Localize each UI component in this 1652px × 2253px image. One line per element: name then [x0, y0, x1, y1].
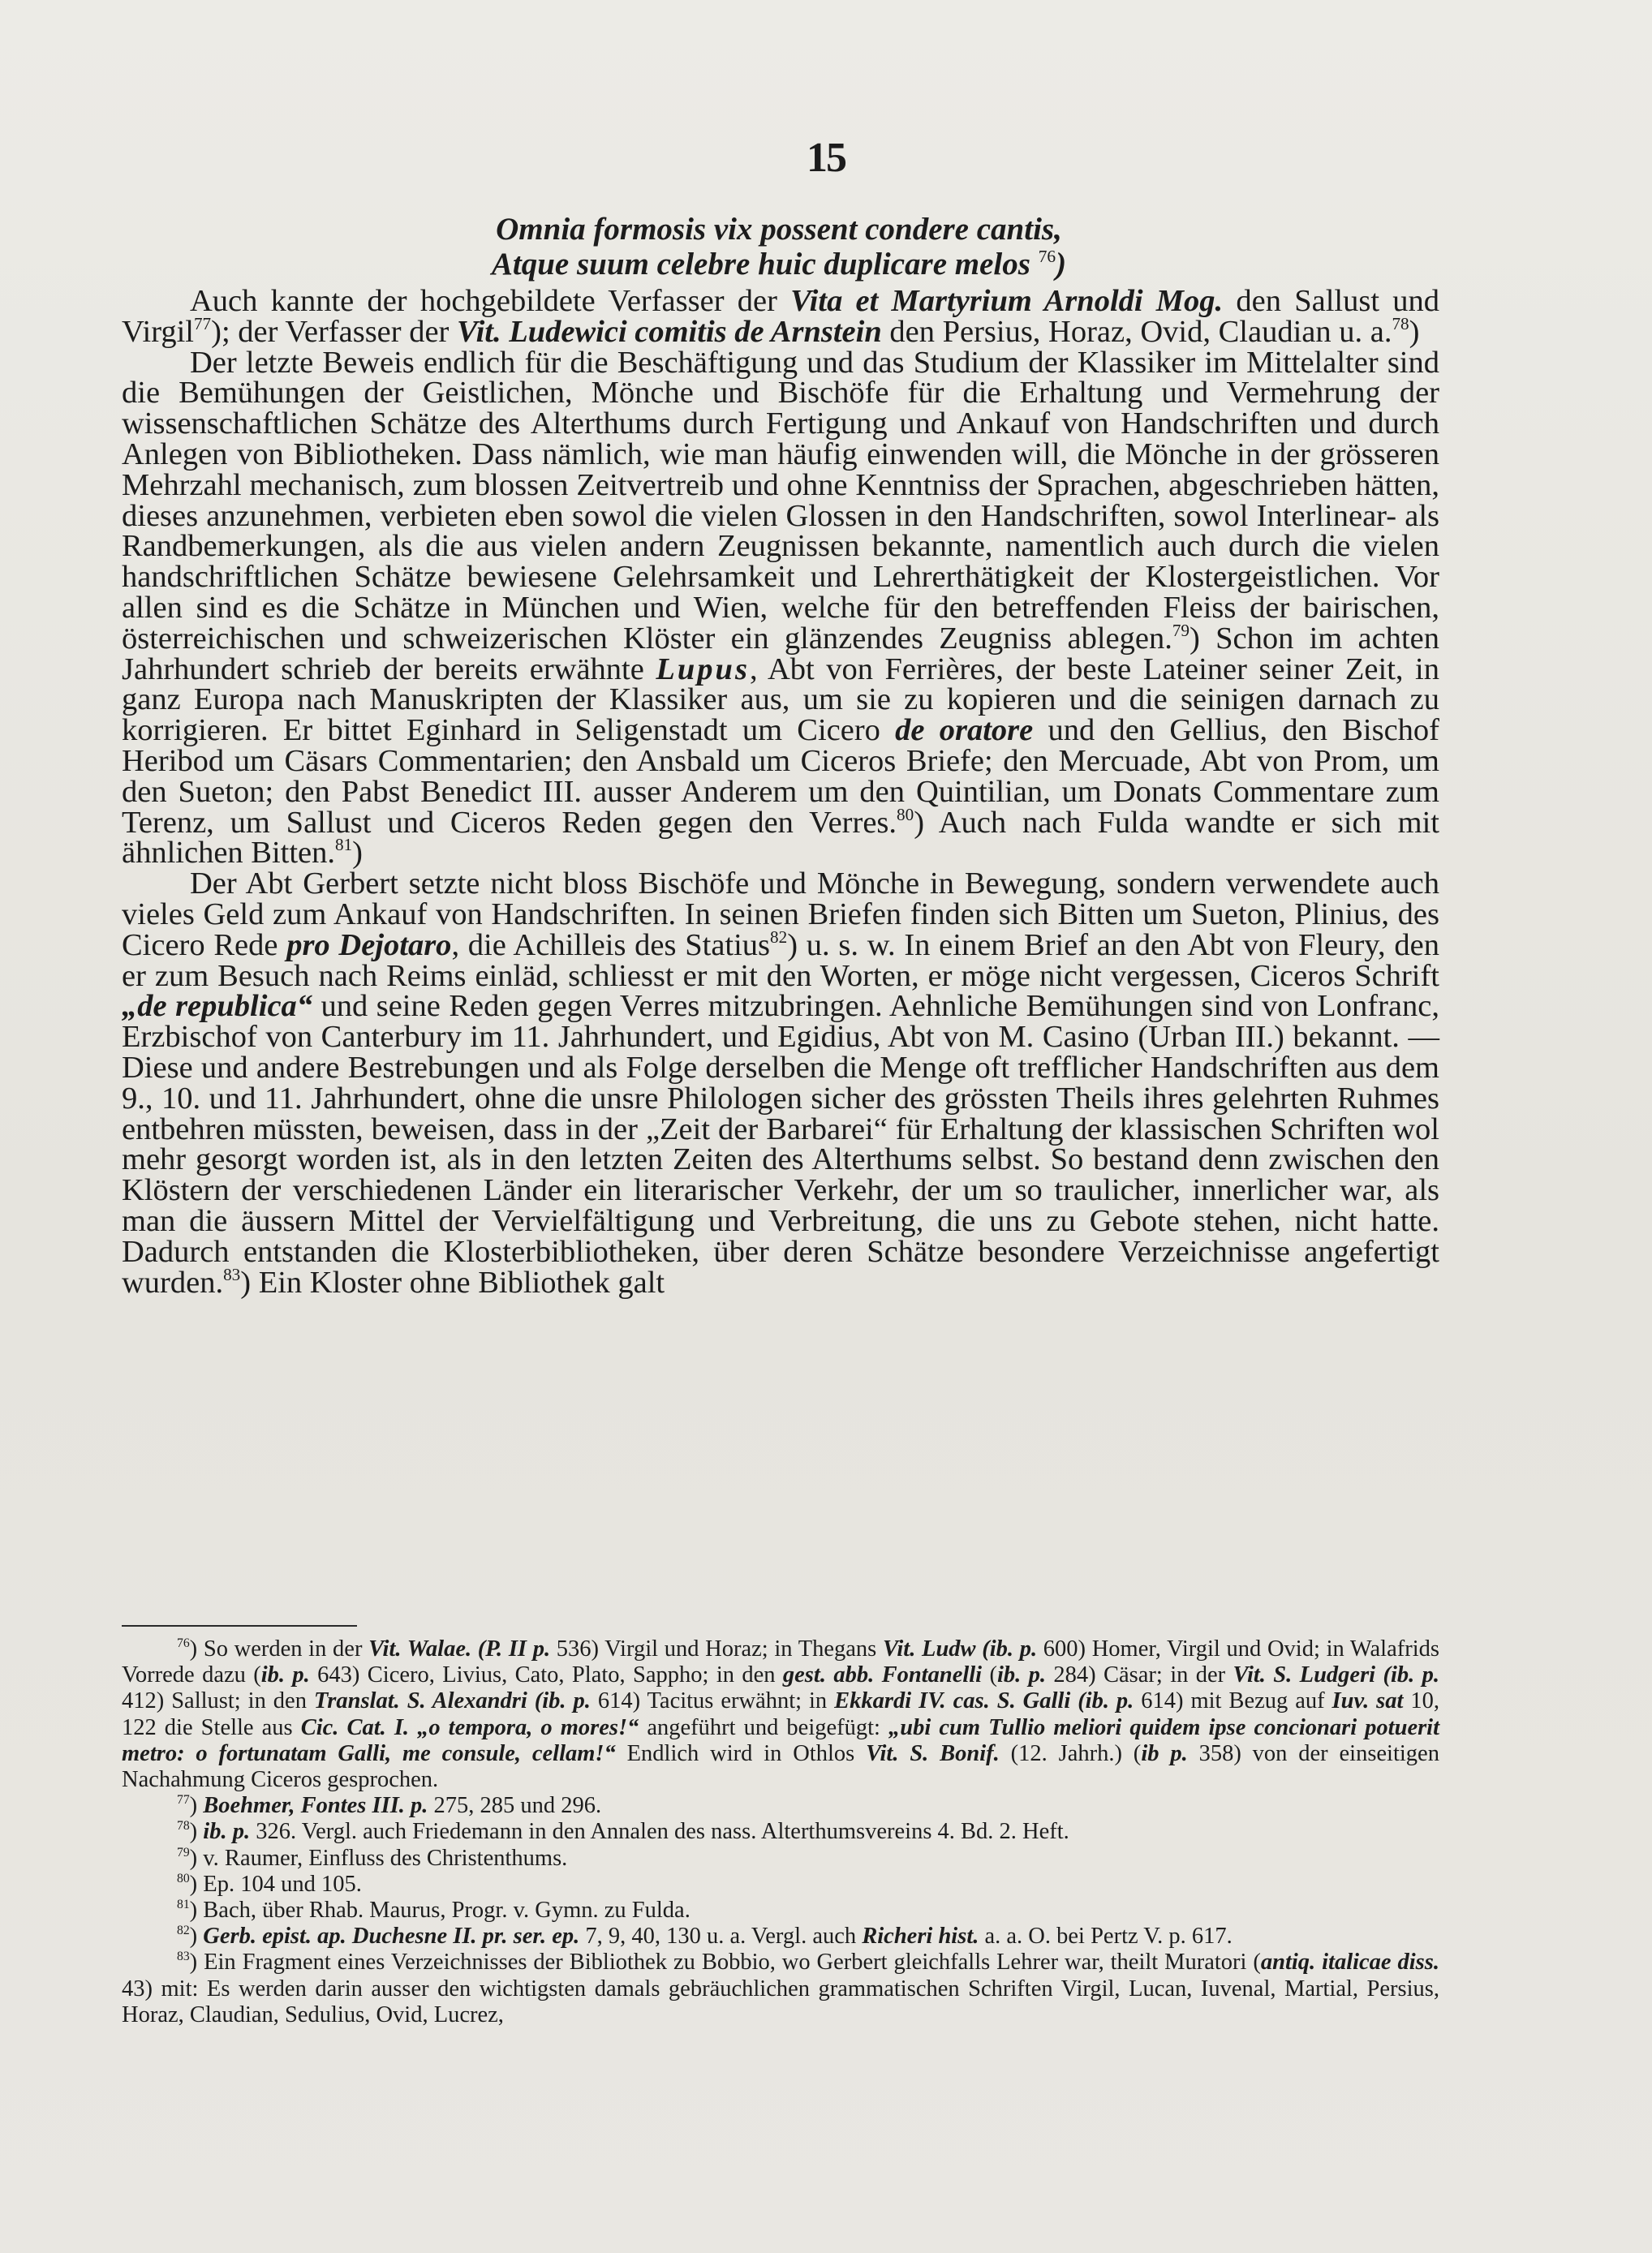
fn76-text: (12. Jahrh.) ( — [999, 1740, 1142, 1766]
paragraph-2: Der letzte Beweis endlich für die Beschäftigung und das Studium der Klassiker im Mittelalter sind die Bemühungen der Geistlichen, Mönche und Bischöfe für die Erhaltung und Vermehrung der wissenschaftlichen Schätze des Alterthums durch Fertigung und Ankauf von Handschriften und durch Anlegen von Bibliotheken. Dass nämlich, wie man häufig einwenden will, die Mönche in der grösseren Mehrzahl mechanisch, zum blossen Zeitvertreib und ohne Kenntniss der Sprachen, abgeschrieben hätten, dieses anzunehmen, verbieten eben sowol die vielen Glossen in den Handschriften, sowol Interlinear- als Randbemerkungen, als die aus vielen andern Zeugnissen bekannte, namentlich auch durch die vielen handschriftlichen Schätze bewiesene Gelehrsamkeit und Lehrerthätigkeit der Klostergeistlichen. Vor allen sind es die Schätze in München und Wien, welche für den betreffenden Fleiss der bairischen, österreichischen und schweizerischen Klöster ein glänzendes Zeugniss ablegen.$^{79}$) Schon im achten Jahrhundert schrieb der bereits erwähnte Lupus, Abt von Ferrières, der beste Lateiner seiner Zeit, in ganz Europa nach Manuskripten der Klassiker aus, um sie zu kopieren und die seinigen darnach zu korrigieren. Er bittet Eginhard in Seligenstadt um Cicero de oratore und den Gellius, den Bischof Heribod um Cäsars Commentarien; den Ansbald um Ciceros Briefe; den Mercuade, Abt von Prom, um den Sueton; den Pabst Benedict III. ausser Anderem um den Quintilian, um Donats Commentare zum Terenz, um Sallust und Ciceros Reden gegen den Verres.$^{80}$) Auch nach Fulda wandte er sich mit ähnlichen Bitten.$^{81}$) — [122, 345, 1439, 871]
body-text — [122, 286, 1439, 1298]
fn76-ref: gest. abb. Fontanelli — [782, 1662, 983, 1688]
p2-text-4: und den Gellius, den Bischof Heribod um Cäsars Commentarien; den Ansbald um Ciceros Briefe; den Mercuade, Abt von Prom, um den Sueton; den Pabst Benedict III. ausser Anderem um den Quintilian, um Donats Commentare zum Terenz, um Sallust und Ciceros Reden gegen den Verres. — [122, 713, 1439, 840]
p2-text-3: , Abt von Ferrières, der beste Lateiner seiner Zeit, in ganz Europa nach Manuskripten der Klassiker aus, um sie zu kopieren und die seinigen darnach zu korrigieren. Er bittet Eginhard in Seligenstadt um Cicero — [122, 651, 1439, 748]
fn76-ref: ib. p. — [996, 1662, 1047, 1688]
footnote-number: 76 — [177, 1636, 190, 1651]
work-title-de-oratore: de oratore — [895, 713, 1034, 748]
fn79-text: v. Raumer, Einfluss des Christenthums. — [197, 1845, 568, 1871]
p2-text-1: Der letzte Beweis endlich für die Beschäftigung und das Studium der Klassiker im Mittelalter sind die Bemühungen der Geistlichen, Mönche und Bischöfe für die Erhaltung und Vermehrung der wissenschaftlichen Schätze des Alterthums durch Fertigung und Ankauf von Handschriften und durch Anlegen von Bibliotheken. Dass nämlich, wie man häufig einwenden will, die Mönche in der grösseren Mehrzahl mechanisch, zum blossen Zeitvertreib und ohne Kenntniss der Sprachen, abgeschrieben hätten, dieses anzunehmen, verbieten eben sowol die vielen Glossen in den Handschriften, sowol Interlinear- als Randbemerkungen, als die aus vielen andern Zeugnissen bekannte, namentlich auch durch die vielen handschriftlichen Schätze bewiesene Gelehrsamkeit und Lehrerthätigkeit der Klostergeistlichen. Vor allen sind es die Schätze in München und Wien, welche für den betreffenden Fleiss der bairischen, österreichischen und schweizerischen Klöster ein glänzendes Zeugniss ablegen. — [122, 345, 1439, 656]
fn76-ref: ib. p. — [260, 1662, 310, 1688]
footnote-79: $^{79}$) v. Raumer, Einfluss des Christenthums. — [177, 1845, 568, 1871]
footnote-number: 80 — [177, 1871, 190, 1885]
fn76-text: 600) Homer, Virgil und Ovid; in Walafrids Vorrede dazu ( — [122, 1636, 1439, 1688]
fn76-ref: ib p. — [1141, 1740, 1188, 1766]
footnote-81: $^{81}$) Bach, über Rhab. Maurus, Progr. v. Gymn. zu Fulda. — [177, 1898, 690, 1924]
verse-line-2-text: Atque suum celebre huic duplicare melos — [491, 247, 1030, 282]
fn78-ref: ib. p. — [197, 1819, 251, 1845]
paragraph-1: Auch kannte der hochgebildete Verfasser der Vita et Martyrium Arnoldi Mog. den Sallust und Virgil$^{77}$); der Verfasser der Vit. Ludewici comitis de Arnstein den Persius, Horaz, Ovid, Claudian u. a.$^{78}$) — [122, 284, 1439, 349]
footnote-83: $^{83}$) Ein Fragment eines Verzeichnisses der Bibliothek zu Bobbio, wo Gerbert gleichfalls Lehrer war, theilt Muratori (antiq. italicae diss. 43) mit: Es werden darin ausser den wichtigsten damals gebräuchlichen grammatischen Schriften Virgil, Lucan, Iuvenal, Martial, Persius, Horaz, Claudian, Sedulius, Ovid, Lucrez, — [122, 1950, 1439, 2027]
p3-text-4: und seine Reden gegen Verres mitzubringen. Aehnliche Bemühungen sind von Lonfranc, Erzbischof von Canterbury im 11. Jahrhundert, und Egidius, Abt von M. Casino (Urban III.) bekannt. — Diese und andere Bestrebungen und als Folge derselben die Menge oft trefflicher Handschriften aus dem 9., 10. und 11. Jahrhundert, ohne die unsre Philologen sicher des grössten Theils ihres gelehrten Ruhmes entbehren müssten, beweisen, dass in der „Zeit der Barbarei“ für Erhaltung der klassischen Schriften wol mehr gesorgt worden ist, als in den letzten Zeiten des Alterthums selbst. So bestand denn zwischen den Klöstern der verschiedenen Länder ein literarischer Verkehr, der um so traulicher, innerlicher war, als man die äussern Mittel der Vervielfältigung und Verbreitung, die uns zu Gebote stehen, nicht hatte. Dadurch entstanden die Klosterbibliotheken, über deren Schätze besondere Verzeichnisse angefertigt wurden. — [122, 989, 1439, 1300]
fn76-text: So werden in der — [197, 1636, 369, 1662]
fn78-text: 326. Vergl. auch Friedemann in den Annalen des nass. Alterthumsvereins 4. Bd. 2. Heft. — [250, 1819, 1069, 1845]
verse-line-2: Atque suum celebre huic duplicare melos $^{76}$) — [491, 247, 1067, 282]
fn81-text: Bach, über Rhab. Maurus, Progr. v. Gymn. zu Fulda. — [197, 1898, 690, 1924]
fn76-text: 358) von der einseitigen Nachahmung Ciceros gesprochen. — [122, 1740, 1439, 1793]
fn76-ref: Iuv. sat — [1331, 1688, 1404, 1714]
p2-text-2: Schon im achten Jahrhundert schrieb der bereits erwähnte — [122, 621, 1439, 686]
fn76-ref: Vit. S. Bonif. — [866, 1740, 1000, 1766]
footnote-80: $^{80}$) Ep. 104 und 105. — [177, 1871, 362, 1897]
fn76-ref: Vit. Ludw (ib. p. — [882, 1636, 1038, 1662]
footnotes — [122, 1636, 1439, 2028]
verse-line-1: Omnia formosis vix possent condere cantis, — [496, 212, 1062, 247]
footnote-ref-79: 79 — [1172, 620, 1190, 640]
fn76-text: 614) Tacitus erwähnt; in — [590, 1688, 835, 1714]
p3-text-3: u. s. w. In einem Brief an den Abt von Fleury, den er zum Besuch nach Reims einläd, schliesst er mit den Worten, er möge nicht vergessen, Ciceros Schrift — [122, 927, 1439, 993]
fn76-ref: Cic. Cat. I. „o tempora, o mores!“ — [300, 1714, 639, 1740]
p3-text-1: Der Abt Gerbert setzte nicht bloss Bischöfe und Mönche in Bewegung, sondern verwendete auch vieles Geld zum Ankauf von Handschriften. In seinen Briefen finden sich Bitten um Sueton, Plinius, des Cicero Rede — [122, 866, 1439, 962]
fn83-text: Ein Fragment eines Verzeichnisses der Bibliothek zu Bobbio, wo Gerbert gleichfalls Lehrer war, theilt Muratori ( — [197, 1950, 1261, 1976]
fn76-ref: Translat. S. Alexandri (ib. p. — [313, 1688, 591, 1714]
footnote-ref-82: 82 — [770, 927, 788, 947]
fn76-text: Endlich wird in Othlos — [615, 1740, 867, 1766]
p2-text-5: Auch nach Fulda wandte er sich mit ähnlichen Bitten. — [122, 805, 1439, 871]
fn83-ref: antiq. italicae diss. — [1260, 1950, 1439, 1976]
fn76-text: 614) mit Bezug auf — [1134, 1688, 1332, 1714]
footnote-ref-81: 81 — [335, 835, 353, 855]
footnote-77: $^{77}$) Boehmer, Fontes III. p. 275, 285 und 296. — [177, 1793, 602, 1819]
p3-text-2: , die Achilleis des Statius — [451, 927, 771, 962]
footnote-ref-78: 78 — [1392, 313, 1409, 333]
fn82-text: 7, 9, 40, 130 u. a. Vergl. auch — [579, 1924, 863, 1950]
p3-text-5: Ein Kloster ohne Bibliothek galt — [251, 1265, 665, 1300]
footnote-ref-80: 80 — [897, 804, 914, 824]
fn76-ref: Ekkardi IV. cas. S. Galli (ib. p. — [834, 1688, 1134, 1714]
fn76-text: angeführt und beigefügt: — [639, 1714, 889, 1740]
work-title-de-republica: „de republica“ — [122, 989, 313, 1024]
fn80-text: Ep. 104 und 105. — [197, 1871, 362, 1897]
footnote-78: $^{78}$) ib. p. 326. Vergl. auch Friedemann in den Annalen des nass. Alterthumsvereins 4. Bd. 2. Heft. — [177, 1819, 1069, 1845]
footnote-number: 77 — [177, 1793, 190, 1808]
footnote-ref-83: 83 — [223, 1264, 241, 1284]
footnote-82: $^{82}$) Gerb. epist. ap. Duchesne II. pr. ser. ep. 7, 9, 40, 130 u. a. Vergl. auch Richeri hist. a. a. O. bei Pertz V. p. 617. — [177, 1924, 1233, 1950]
fn76-ref: Vit. Walae. (P. II p. — [368, 1636, 551, 1662]
p1-text-3: ; der Verfasser der — [221, 314, 458, 349]
work-title-vit-ludewici: Vit. Ludewici comitis de Arnstein — [457, 314, 882, 349]
fn76-ref: Vit. S. Ludgeri (ib. p. — [1233, 1662, 1439, 1688]
fn76-text: 412) Sallust; in den — [122, 1688, 314, 1714]
fn76-ref: „ubi cum Tullio meliori quidem ipse concionari potuerit metro: o fortunatam Galli, me consule, cellam!“ — [122, 1714, 1440, 1766]
work-title-pro-dejotaro: pro Dejotaro — [286, 927, 452, 962]
footnote-number: 83 — [177, 1950, 190, 1964]
fn82-text: a. a. O. bei Pertz V. p. 617. — [979, 1924, 1233, 1950]
footnote-divider — [122, 1625, 357, 1627]
p1-text-2: den Sallust und Virgil — [122, 284, 1439, 349]
footnote-ref-76: 76 — [1038, 247, 1056, 266]
footnote-number: 79 — [177, 1845, 190, 1860]
fn76-text: 536) Virgil und Horaz; in Thegans — [550, 1636, 883, 1662]
footnote-number: 81 — [177, 1898, 190, 1912]
footnote-number: 82 — [177, 1924, 190, 1938]
page-number: 15 — [807, 135, 845, 181]
p1-text-4: den Persius, Horaz, Ovid, Claudian u. a. — [881, 314, 1392, 349]
paragraph-3: Der Abt Gerbert setzte nicht bloss Bischöfe und Mönche in Bewegung, sondern verwendete auch vieles Geld zum Ankauf von Handschriften. In seinen Briefen finden sich Bitten um Sueton, Plinius, des Cicero Rede pro Dejotaro, die Achilleis des Statius$^{82}$) u. s. w. In einem Brief an den Abt von Fleury, den er zum Besuch nach Reims einläd, schliesst er mit den Worten, er möge nicht vergessen, Ciceros Schrift „de republica“ und seine Reden gegen Verres mitzubringen. Aehnliche Bemühungen sind von Lonfranc, Erzbischof von Canterbury im 11. Jahrhundert, und Egidius, Abt von M. Casino (Urban III.) bekannt. — Diese und andere Bestrebungen und als Folge derselben die Menge oft trefflicher Handschriften aus dem 9., 10. und 11. Jahrhundert, ohne die unsre Philologen sicher des grössten Theils ihres gelehrten Ruhmes entbehren müssten, beweisen, dass in der „Zeit der Barbarei“ für Erhaltung der klassischen Schriften wol mehr gesorgt worden ist, als in den letzten Zeiten des Alterthums selbst. So bestand denn zwischen den Klöstern der verschiedenen Länder ein literarischer Verkehr, der um so traulicher, innerlicher war, als man die äussern Mittel der Vervielfältigung und Verbreitung, die uns zu Gebote stehen, nicht hatte. Dadurch entstanden die Klosterbibliotheken, über deren Schätze besondere Verzeichnisse angefertigt wurden.$^{83}$) Ein Kloster ohne Bibliothek galt — [122, 866, 1439, 1300]
footnote-76: $^{76}$) So werden in der Vit. Walae. (P. II p. 536) Virgil und Horaz; in Thegans Vit. Ludw (ib. p. 600) Homer, Virgil und Ovid; in Walafrids Vorrede dazu (ib. p. 643) Cicero, Livius, Cato, Plato, Sappho; in den gest. abb. Fontanelli (ib. p. 284) Cäsar; in der Vit. S. Ludgeri (ib. p. 412) Sallust; in den Translat. S. Alexandri (ib. p. 614) Tacitus erwähnt; in Ekkardi IV. cas. S. Galli (ib. p. 614) mit Bezug auf Iuv. sat 10, 122 die Stelle aus Cic. Cat. I. „o tempora, o mores!“ angeführt und beigefügt: „ubi cum Tullio meliori quidem ipse concionari potuerit metro: o fortunatam Galli, me consule, cellam!“ Endlich wird in Othlos Vit. S. Bonif. (12. Jahrh.) (ib p. 358) von der einseitigen Nachahmung Ciceros gesprochen. — [122, 1636, 1440, 1793]
footnote-number: 78 — [177, 1819, 190, 1834]
name-lupus: Lupus — [656, 651, 750, 686]
fn76-text: 10, 122 die Stelle aus — [122, 1688, 1440, 1740]
fn76-text: ( — [982, 1662, 997, 1688]
work-title-vita-arnoldi: Vita et Martyrium Arnoldi Mog. — [790, 284, 1224, 318]
fn76-text: 643) Cicero, Livius, Cato, Plato, Sappho; in den — [309, 1662, 783, 1688]
footnote-ref-77: 77 — [193, 313, 212, 333]
fn82-ref: Gerb. epist. ap. Duchesne II. pr. ser. ep. — [197, 1924, 580, 1950]
fn76-text: 284) Cäsar; in der — [1046, 1662, 1233, 1688]
p1-text-1: Auch kannte der hochgebildete Verfasser der — [190, 284, 791, 318]
fn77-text: 275, 285 und 296. — [428, 1793, 602, 1819]
fn83-text: 43) mit: Es werden darin ausser den wichtigsten damals gebräuchlichen grammatischen Schriften Virgil, Lucan, Iuvenal, Martial, Persius, Horaz, Claudian, Sedulius, Ovid, Lucrez, — [122, 1976, 1439, 2027]
fn77-ref: Boehmer, Fontes III. p. — [197, 1793, 428, 1819]
fn82-ref: Richeri hist. — [862, 1924, 979, 1950]
